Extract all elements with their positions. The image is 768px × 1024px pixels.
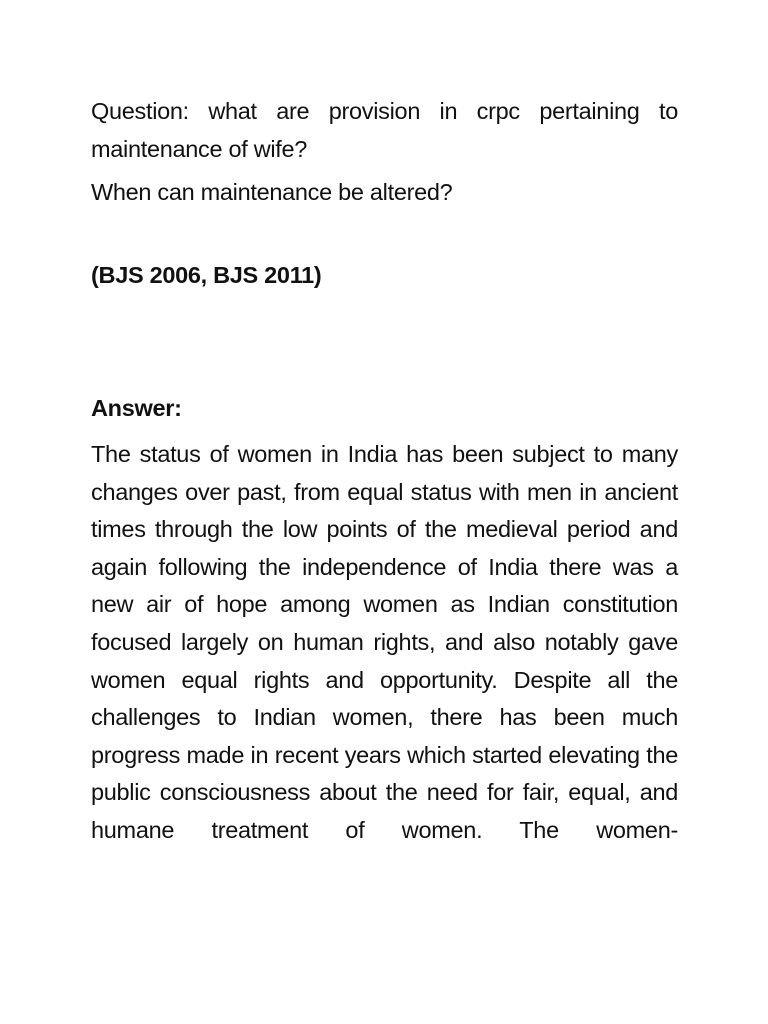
answer-heading: Answer:: [91, 395, 182, 422]
question-text: Question: what are provision in crpc pertaining to maintenance of wife?: [91, 98, 678, 162]
document-page: [91, 93, 678, 850]
sub-question-text: When can maintenance be altered?: [91, 179, 453, 206]
exam-reference: (BJS 2006, BJS 2011): [91, 261, 322, 288]
answer-paragraph: The status of women in India has been subject to many changes over past, from equal status with men in ancient times through the low points of the medieval period and again following the independence of India there was a new air of hope among women as Indian constitution focused largely on human rights, and also notably gave women equal rights and opportunity. Despite all the challenges to Indian women, there has been much progress made in recent years which started elevating the public consciousness about the need for fair, equal, and humane treatment of women. The women-: [91, 440, 678, 843]
